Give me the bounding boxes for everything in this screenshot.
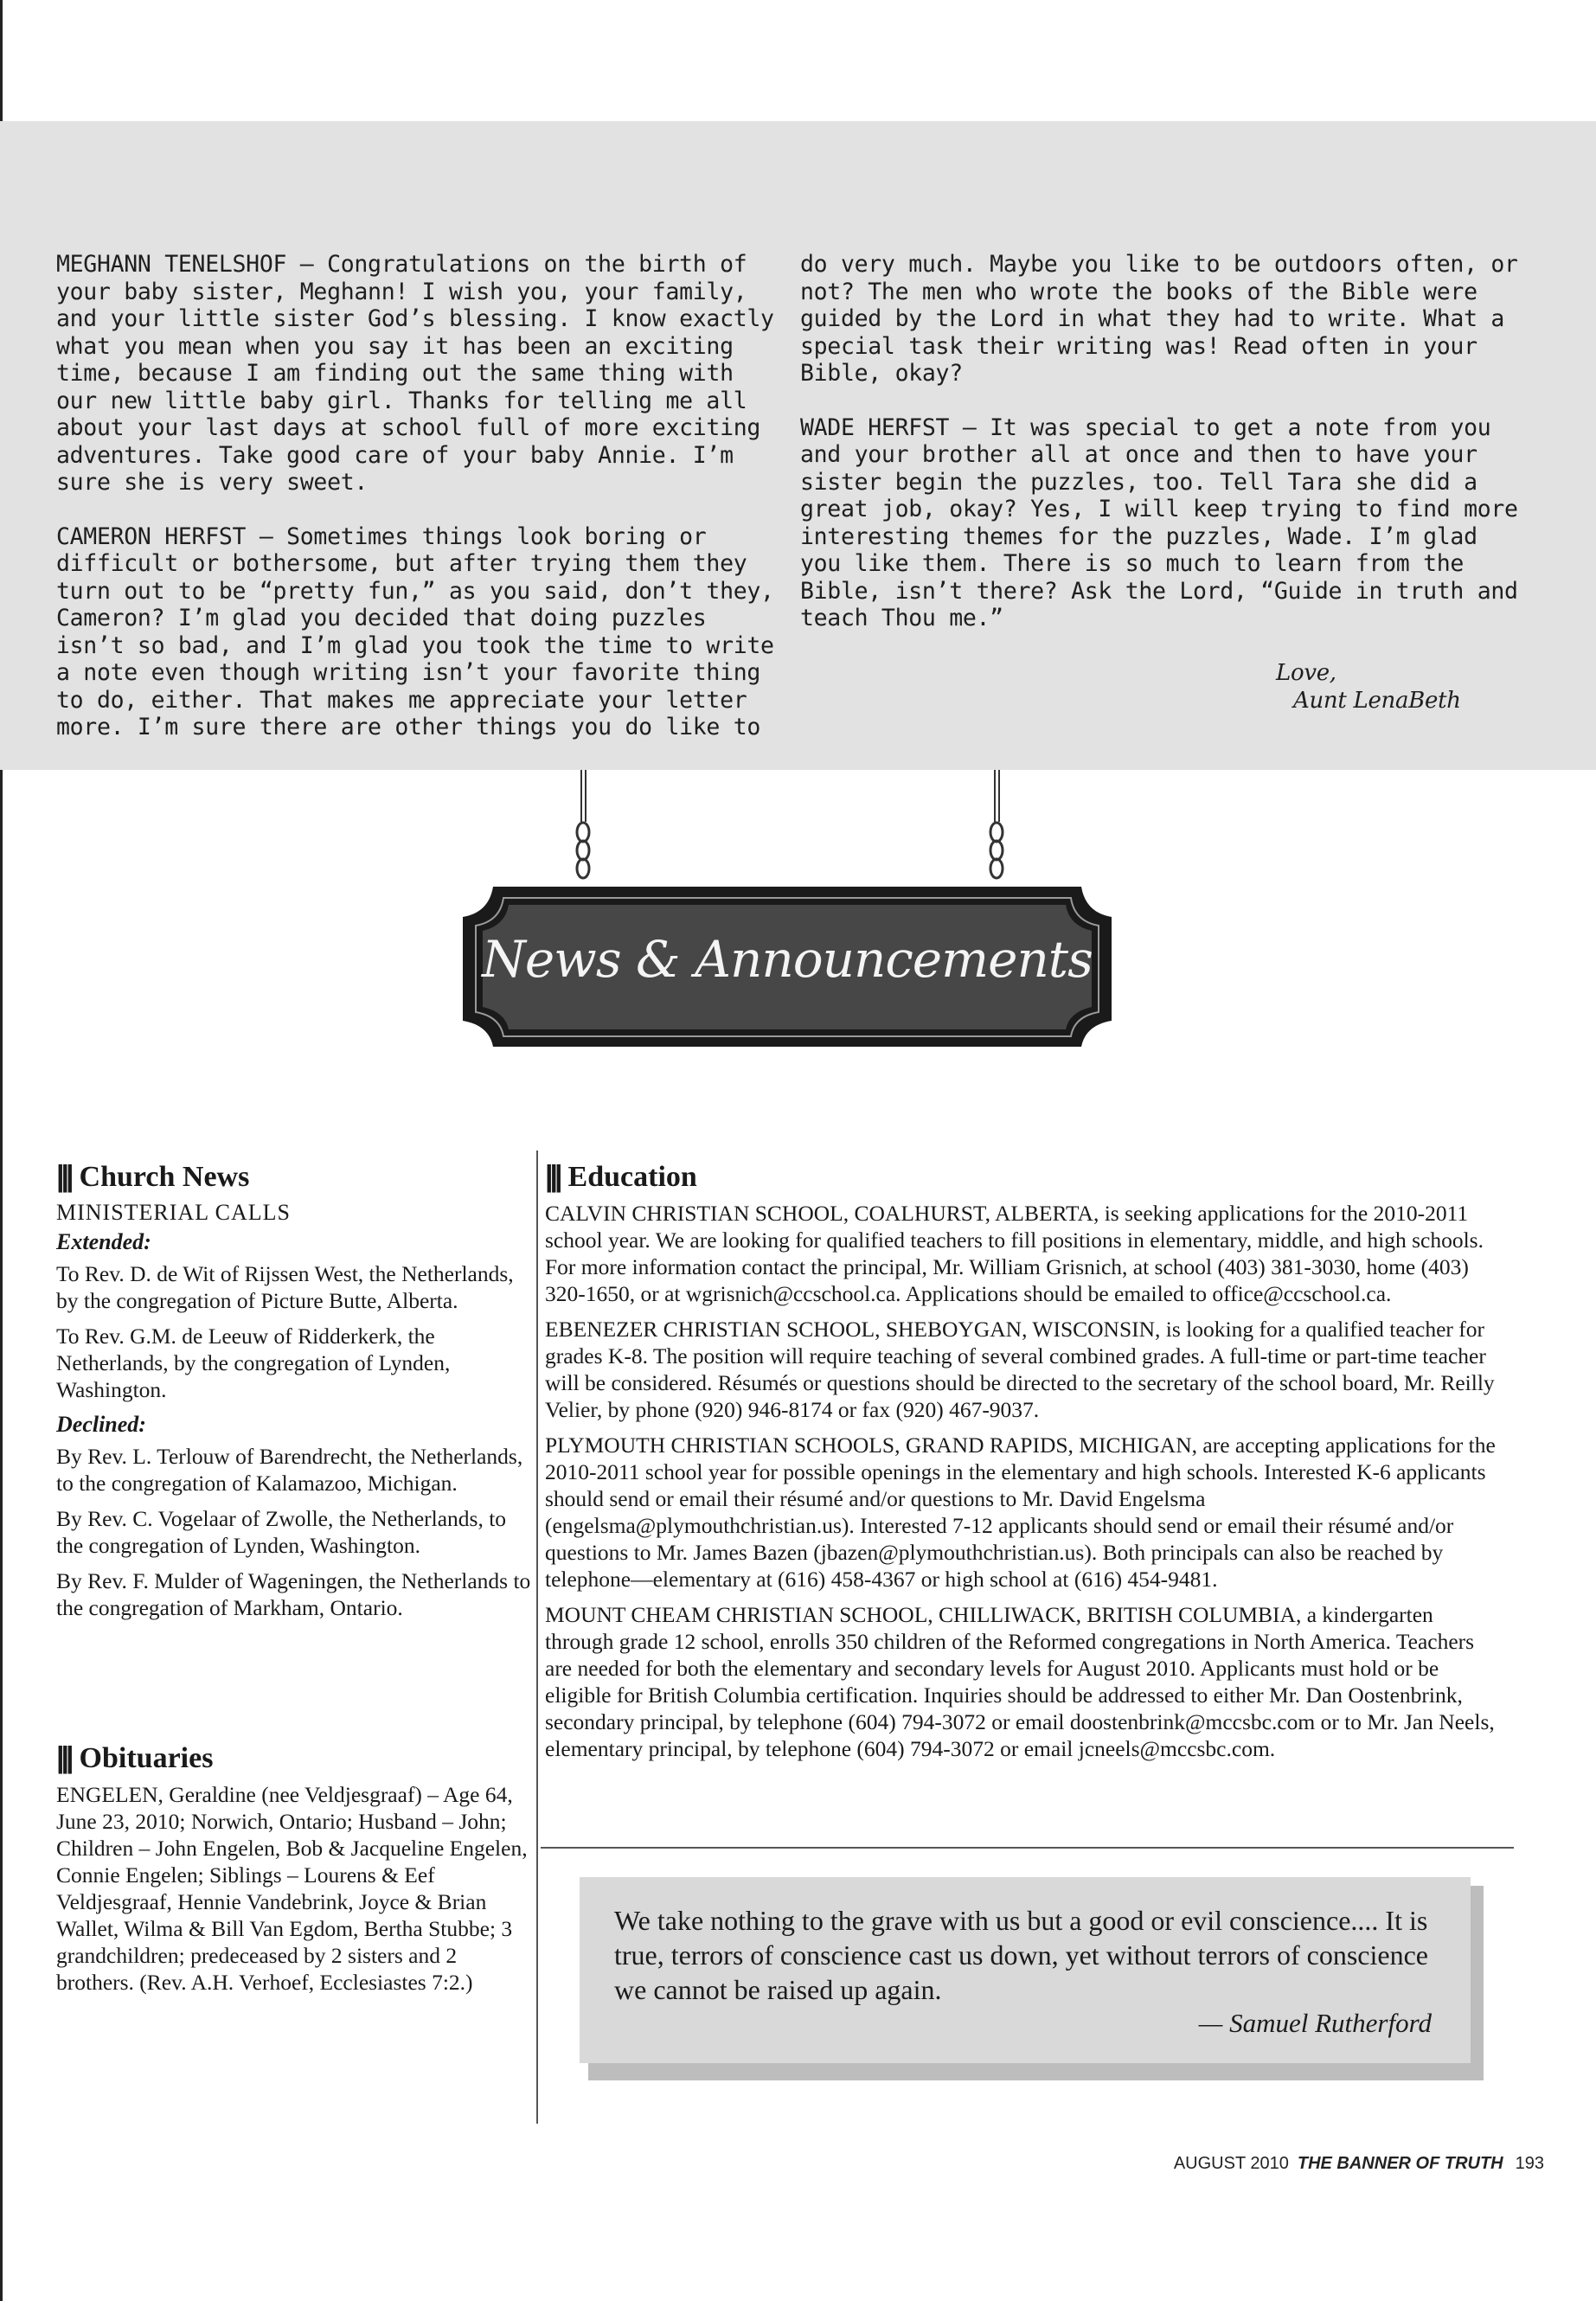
sign-title: News & Announcements	[482, 930, 1093, 989]
ministerial-calls-heading: MINISTERIAL CALLS	[56, 1200, 291, 1225]
section-bars-icon: |||	[56, 1160, 71, 1193]
letter-wade: WADE HERFST – It was special to get a note from you and your brother all at once and then to have your sister begin the puzzles, too. Tell Tara she did a great job, okay? Yes, I will keep trying to find more interesting themes for the puzzles, Wade. I’m glad you like them. There is so much to learn from the Bible, isn’t there? Ask the Lord, “Guide in truth and teach Thou me.”	[800, 413, 1518, 631]
letter-cameron: CAMERON HERFST – Sometimes things look boring or difficult or bothersome, but after trying them they turn out to be “pretty fun,” as you said, don’t they, Cameron? I’m glad you decided that doing puzzles isn’t so bad, and I’m glad you took the time to write a note even though writing isn’t your favorite thing to do, either. That makes me appreciate your letter more. I’m sure there are other things you do like to	[56, 522, 774, 740]
letters-left-column	[56, 251, 783, 768]
signoff	[800, 659, 1518, 715]
signoff-name: Aunt LenaBeth	[1293, 687, 1461, 714]
education-item: PLYMOUTH CHRISTIAN SCHOOLS, GRAND RAPIDS, MICHIGAN, are accepting applications for the 2010-2011 school year for possible openings in the elementary and high schools. Interested K-6 applicants should send or email their résumé and/or questions to Mr. David Engelsma (engelsma@plymouthchristian.us). Interested 7-12 applicants should send or email their résumé and/or questions to Mr. James Bazen (jbazen@plymouthchristian.us). Both principals can also be reached by telephone—elementary at (616) 458-4367 or high school at (616) 454-9481.	[545, 1433, 1496, 1592]
obituary-text: ENGELEN, Geraldine (nee Veldjesgraaf) – Age 64, June 23, 2010; Norwich, Ontario; Husband – John; Children – John Engelen, Bob & Jacqueline Engelen, Connie Engelen; Siblings – Lourens & Eef Veldjesgraaf, Hennie Vandebrink, Joyce & Brian Wallet, Wilma & Bill Van Egdom, Bertha Stubbe; 3 grandchildren; predeceased by 2 sisters and 2 brothers. (Rev. A.H. Verhoef, Ecclesiastes 7:2.)	[56, 1782, 528, 1995]
education-item: CALVIN CHRISTIAN SCHOOL, COALHURST, ALBERTA, is seeking applications for the 2010-2011 school year. We are looking for qualified teachers to fill positions in elementary, middle, and high schools. For more information contact the principal, Mr. William Grisnich, at school (403) 381-3030, home (403) 320-1650, or at wgrisnich@ccschool.ca. Applications should be emailed to office@ccschool.ca.	[545, 1201, 1484, 1306]
education-divider	[541, 1847, 1514, 1849]
quote-author: — Samuel Rutherford	[1198, 2008, 1432, 2038]
education-item: EBENEZER CHRISTIAN SCHOOL, SHEBOYGAN, WISCONSIN, is looking for a qualified teacher for grades K-8. The position will require teaching of several combined grades. A full-time or part-time teacher will be considered. Résumés or questions should be directed to the secretary of the school board, Mr. Reilly Velier, by phone (920) 946-8174 or fax (920) 467-9037.	[545, 1317, 1495, 1422]
call-item: By Rev. F. Mulder of Wageningen, the Netherlands to the congregation of Markham, Ontario.	[56, 1568, 531, 1620]
church-news-section	[56, 1159, 536, 1630]
letter-meghann: MEGHANN TENELSHOF – Congratulations on the birth of your baby sister, Meghann! I wish you, your family, and your little sister God’s blessing. I know exactly what you mean when you say it has been an exciting time, because I am finding out the same thing with our new little baby girl. Thanks for telling me all about your last days at school full of more exciting adventures. Take good care of your baby Annie. I’m sure she is very sweet.	[56, 251, 774, 496]
call-item: By Rev. L. Terlouw of Barendrecht, the Netherlands, to the congregation of Kalamazoo, Michigan.	[56, 1444, 523, 1496]
education-item: MOUNT CHEAM CHRISTIAN SCHOOL, CHILLIWACK, BRITISH COLUMBIA, a kindergarten through grade 12 school, enrolls 350 children of the Reformed congregations in North America. Teachers are needed for both the elementary and secondary levels for August 2010. Applicants must hold or be eligible for British Columbia certification. Inquiries should be addressed to either Mr. Dan Oostenbrink, secondary principal, by telephone (604) 794-3072 or email doostenbrink@mccsbc.com or to Mr. Jan Neels, elementary principal, by telephone (604) 794-3072 or email jcneels@mccsbc.com.	[545, 1602, 1495, 1761]
education-heading: ||| Education	[545, 1160, 697, 1193]
footer-magazine: THE BANNER OF TRUTH	[1297, 2154, 1503, 2173]
church-news-heading: ||| Church News	[56, 1160, 250, 1193]
signoff-love: Love,	[1276, 659, 1336, 686]
footer-date: AUGUST 2010	[1173, 2154, 1289, 2173]
call-item: To Rev. G.M. de Leeuw of Ridderkerk, the Netherlands, by the congregation of Lynden, Washington.	[56, 1324, 451, 1402]
quote-box	[580, 1877, 1471, 2063]
page-number: 193	[1515, 2154, 1544, 2173]
page-footer	[1174, 2154, 1544, 2174]
quote-text: We take nothing to the grave with us but a good or evil conscience.... It is true, terrors of conscience cast us down, yet without terrors of conscience we cannot be raised up again.	[614, 1905, 1428, 2005]
obituaries-heading: ||| Obituaries	[56, 1741, 214, 1774]
letters-right-column	[800, 251, 1518, 715]
section-bars-icon: |||	[545, 1160, 560, 1193]
section-bars-icon: |||	[56, 1741, 71, 1774]
news-sign	[458, 770, 1116, 1047]
call-item: By Rev. C. Vogelaar of Zwolle, the Netherlands, to the congregation of Lynden, Washington.	[56, 1506, 507, 1558]
letter-cameron-continued: do very much. Maybe you like to be outdoors often, or not? The men who wrote the books of the Bible were guided by the Lord in what they had to write. What a special task their writing was! Read often in your Bible, okay?	[800, 251, 1518, 387]
column-divider	[536, 1150, 538, 2124]
hanging-sign-graphic	[458, 770, 1116, 1047]
education-section	[545, 1159, 1497, 1771]
call-item: To Rev. D. de Wit of Rijssen West, the Netherlands, by the congregation of Picture Butte, Alberta.	[56, 1261, 514, 1313]
extended-label: Extended:	[56, 1229, 151, 1254]
declined-label: Declined:	[56, 1412, 146, 1437]
obituaries-section	[56, 1740, 536, 2004]
